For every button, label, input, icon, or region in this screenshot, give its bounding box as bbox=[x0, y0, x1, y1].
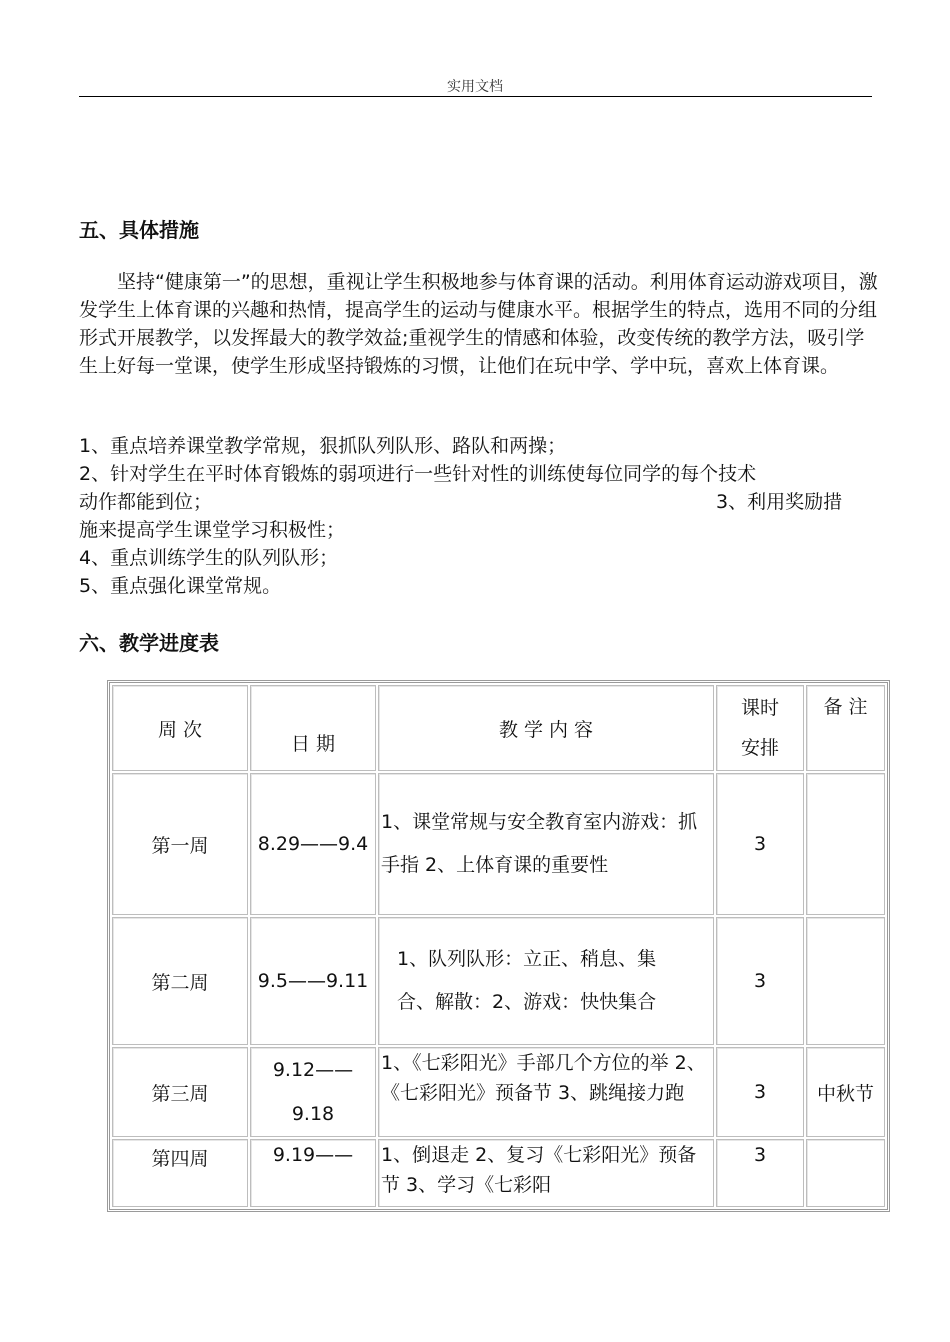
row4-note bbox=[806, 1139, 885, 1207]
row4-content: 1、倒退走 2、复习《七彩阳光》预备节 3、学习《七彩阳 bbox=[378, 1139, 714, 1207]
row4-date: 9.19—— bbox=[250, 1139, 376, 1207]
section5-paragraph: 坚持“健康第一”的思想，重视让学生积极地参与体育课的活动。利用体育运动游戏项目，激发学生上体育课的兴趣和热情，提高学生的运动与健康水平。根据学生的特点，选用不同的分组形式开展教学，以发挥最大的教学效益;重视学生的情感和体验，改变传统的教学方法，吸引学生上好每一堂课，使学生形成坚持锻炼的习惯，让他们在玩中学、学中玩，喜欢上体育课。 bbox=[79, 271, 878, 377]
row3-hours: 3 bbox=[716, 1047, 804, 1137]
measure-item-3-cont: 施来提高学生课堂学习积极性； bbox=[79, 519, 346, 541]
row2-hours: 3 bbox=[716, 917, 804, 1045]
row3-note: 中秋节 bbox=[806, 1047, 885, 1137]
measure-item-3: 3、利用奖励措 bbox=[716, 491, 843, 513]
header-hours-line2: 安排 bbox=[740, 737, 779, 759]
row2-note bbox=[806, 917, 885, 1045]
header-content: 教 学 内 容 bbox=[378, 685, 714, 771]
table-row bbox=[112, 773, 885, 915]
table-header-row bbox=[112, 685, 885, 771]
header-note: 备 注 bbox=[806, 685, 885, 771]
row1-week: 第一周 bbox=[112, 773, 248, 915]
header-hours-line1: 课时 bbox=[740, 697, 779, 719]
row4-week: 第四周 bbox=[112, 1139, 248, 1207]
row2-date: 9.5——9.11 bbox=[250, 917, 376, 1045]
measure-item-5: 5、重点强化课堂常规。 bbox=[79, 575, 282, 597]
measure-item-1: 1、重点培养课堂教学常规，狠抓队列队形、路队和两操； bbox=[79, 435, 567, 457]
row2-content: 1、队列队形：立正、稍息、集合、解散：2、游戏：快快集合 bbox=[378, 917, 714, 1045]
header-date: 日 期 bbox=[250, 685, 376, 771]
table-row bbox=[112, 1139, 885, 1207]
table-row bbox=[112, 1047, 885, 1137]
row3-date bbox=[250, 1047, 376, 1137]
table-row bbox=[112, 917, 885, 1045]
row1-note bbox=[806, 773, 885, 915]
section6-heading: 六、教学进度表 bbox=[79, 631, 219, 655]
row3-date-line1: 9.12—— bbox=[272, 1059, 354, 1081]
section5-heading: 五、具体措施 bbox=[79, 218, 199, 242]
row4-hours: 3 bbox=[716, 1139, 804, 1207]
row3-date-line2: 9.18 bbox=[291, 1103, 335, 1125]
measure-item-2: 2、针对学生在平时体育锻炼的弱项进行一些针对性的训练使每位同学的每个技术 bbox=[79, 463, 757, 485]
schedule-table bbox=[107, 680, 890, 1212]
row3-week: 第三周 bbox=[112, 1047, 248, 1137]
header-hours bbox=[716, 685, 804, 771]
measure-item-4: 4、重点训练学生的队列队形； bbox=[79, 547, 339, 569]
measure-item-2-cont: 动作都能到位； bbox=[79, 491, 213, 513]
header-rule bbox=[79, 96, 872, 97]
row1-content: 1、课堂常规与安全教育室内游戏：抓手指 2、上体育课的重要性 bbox=[378, 773, 714, 915]
row1-date: 8.29——9.4 bbox=[250, 773, 376, 915]
header-week: 周 次 bbox=[112, 685, 248, 771]
row3-content: 1、《七彩阳光》手部几个方位的举 2、《七彩阳光》预备节 3、跳绳接力跑 bbox=[378, 1047, 714, 1137]
row2-week: 第二周 bbox=[112, 917, 248, 1045]
row1-hours: 3 bbox=[716, 773, 804, 915]
page-header: 实用文档 bbox=[447, 79, 503, 95]
